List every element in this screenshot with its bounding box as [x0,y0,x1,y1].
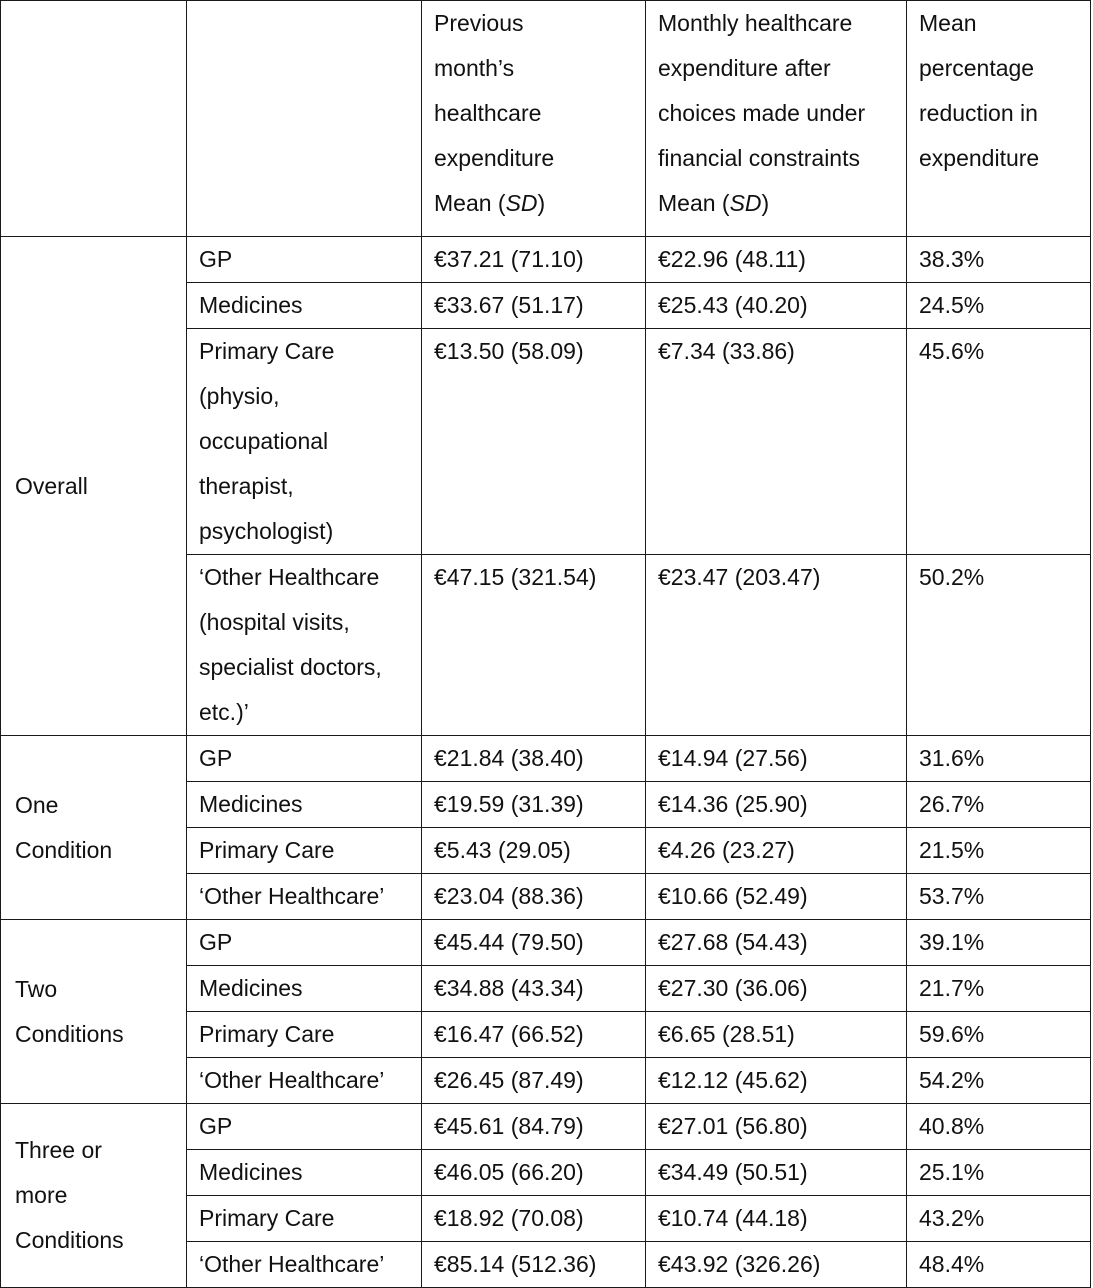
reduction-cell: 53.7% [907,874,1091,920]
header-line: month’s [434,55,515,81]
category-line: (physio, [199,383,280,409]
category-line: psychologist) [199,518,334,544]
category-line: Medicines [199,975,303,1001]
category-cell [187,237,422,283]
after-expenditure-cell: €12.12 (45.62) [646,1058,907,1104]
reduction-cell: 59.6% [907,1012,1091,1058]
previous-expenditure-cell: €46.05 (66.20) [422,1150,646,1196]
header-line: Previous [434,10,524,36]
header-mean-reduction [907,1,1091,237]
reduction-cell: 39.1% [907,920,1091,966]
after-expenditure-cell: €14.36 (25.90) [646,782,907,828]
reduction-cell: 21.7% [907,966,1091,1012]
previous-expenditure-cell: €21.84 (38.40) [422,736,646,782]
reduction-cell: 26.7% [907,782,1091,828]
group-label [1,736,187,920]
after-expenditure-cell: €22.96 (48.11) [646,237,907,283]
previous-expenditure-cell: €23.04 (88.36) [422,874,646,920]
previous-expenditure-cell: €16.47 (66.52) [422,1012,646,1058]
header-line: financial constraints [658,145,860,171]
after-expenditure-cell: €14.94 (27.56) [646,736,907,782]
sd-label: SD [729,190,762,216]
group-label-line: Conditions [15,1227,124,1253]
reduction-cell: 50.2% [907,555,1091,736]
category-cell [187,1242,422,1288]
category-line: Primary Care [199,338,335,364]
reduction-cell: 40.8% [907,1104,1091,1150]
category-cell [187,1058,422,1104]
category-cell [187,736,422,782]
previous-expenditure-cell: €13.50 (58.09) [422,329,646,555]
category-cell [187,1150,422,1196]
after-expenditure-cell: €10.74 (44.18) [646,1196,907,1242]
table-row [1,1104,1091,1150]
header-empty-group [1,1,187,237]
group-label-line: more [15,1182,68,1208]
category-line: occupational [199,428,329,454]
category-cell [187,1104,422,1150]
category-line: Primary Care [199,837,335,863]
category-line: Primary Care [199,1021,335,1047]
previous-expenditure-cell: €5.43 (29.05) [422,828,646,874]
header-line: reduction in [919,100,1038,126]
after-expenditure-cell: €27.01 (56.80) [646,1104,907,1150]
header-line: choices made under [658,100,866,126]
group-label [1,920,187,1104]
previous-expenditure-cell: €37.21 (71.10) [422,237,646,283]
after-expenditure-cell: €34.49 (50.51) [646,1150,907,1196]
category-line: therapist, [199,473,294,499]
reduction-cell: 25.1% [907,1150,1091,1196]
category-line: (hospital visits, [199,609,350,635]
previous-expenditure-cell: €85.14 (512.36) [422,1242,646,1288]
table-row [1,920,1091,966]
header-empty-category [187,1,422,237]
group-label-line: Three or [15,1137,102,1163]
category-cell [187,874,422,920]
category-line: ‘Other Healthcare’ [199,1067,385,1093]
reduction-cell: 24.5% [907,283,1091,329]
group-label-line: Conditions [15,1020,124,1047]
category-line: GP [199,1113,233,1139]
category-line: GP [199,929,233,955]
header-line: healthcare [434,100,542,126]
previous-expenditure-cell: €26.45 (87.49) [422,1058,646,1104]
category-cell [187,283,422,329]
group-label-line: Two [15,975,58,1002]
category-cell [187,1196,422,1242]
header-line: percentage [919,55,1035,81]
header-row [1,1,1091,237]
reduction-cell: 54.2% [907,1058,1091,1104]
category-line: Medicines [199,292,303,318]
category-line: ‘Other Healthcare’ [199,1251,385,1277]
previous-expenditure-cell: €19.59 (31.39) [422,782,646,828]
category-cell [187,782,422,828]
category-cell [187,329,422,555]
close-paren: ) [761,190,770,216]
category-cell [187,555,422,736]
reduction-cell: 38.3% [907,237,1091,283]
after-expenditure-cell: €6.65 (28.51) [646,1012,907,1058]
category-line: specialist doctors, [199,654,382,680]
category-line: GP [199,745,233,771]
category-line: etc.)’ [199,699,249,725]
category-cell [187,828,422,874]
group-label-line: Overall [15,472,88,499]
table-row [1,237,1091,283]
category-cell [187,966,422,1012]
after-expenditure-cell: €10.66 (52.49) [646,874,907,920]
reduction-cell: 21.5% [907,828,1091,874]
after-expenditure-cell: €23.47 (203.47) [646,555,907,736]
mean-label: Mean ( [658,190,730,216]
reduction-cell: 45.6% [907,329,1091,555]
category-cell [187,1012,422,1058]
close-paren: ) [537,190,546,216]
header-line: Monthly healthcare [658,10,853,36]
category-line: Medicines [199,1159,303,1185]
category-cell [187,920,422,966]
after-expenditure-cell: €43.92 (326.26) [646,1242,907,1288]
after-expenditure-cell: €25.43 (40.20) [646,283,907,329]
previous-expenditure-cell: €18.92 (70.08) [422,1196,646,1242]
header-line: expenditure after [658,55,831,81]
header-mean-sd [434,181,645,226]
group-label [1,237,187,736]
previous-expenditure-cell: €45.61 (84.79) [422,1104,646,1150]
header-line: Mean [919,10,977,36]
after-expenditure-cell: €27.30 (36.06) [646,966,907,1012]
group-label-line: Condition [15,836,113,863]
reduction-cell: 48.4% [907,1242,1091,1288]
mean-label: Mean ( [434,190,506,216]
header-previous-expenditure [422,1,646,237]
table-row [1,736,1091,782]
previous-expenditure-cell: €47.15 (321.54) [422,555,646,736]
category-line: GP [199,246,233,272]
table-body [1,237,1091,1288]
previous-expenditure-cell: €45.44 (79.50) [422,920,646,966]
category-line: Medicines [199,791,303,817]
header-mean-sd [658,181,906,226]
reduction-cell: 31.6% [907,736,1091,782]
after-expenditure-cell: €7.34 (33.86) [646,329,907,555]
header-line: expenditure [434,145,555,171]
previous-expenditure-cell: €33.67 (51.17) [422,283,646,329]
previous-expenditure-cell: €34.88 (43.34) [422,966,646,1012]
after-expenditure-cell: €4.26 (23.27) [646,828,907,874]
group-label [1,1104,187,1288]
header-line: expenditure [919,145,1040,171]
after-expenditure-cell: €27.68 (54.43) [646,920,907,966]
category-line: ‘Other Healthcare [199,564,380,590]
category-line: ‘Other Healthcare’ [199,883,385,909]
sd-label: SD [505,190,538,216]
category-line: Primary Care [199,1205,335,1231]
header-after-expenditure [646,1,907,237]
reduction-cell: 43.2% [907,1196,1091,1242]
group-label-line: One [15,791,59,818]
